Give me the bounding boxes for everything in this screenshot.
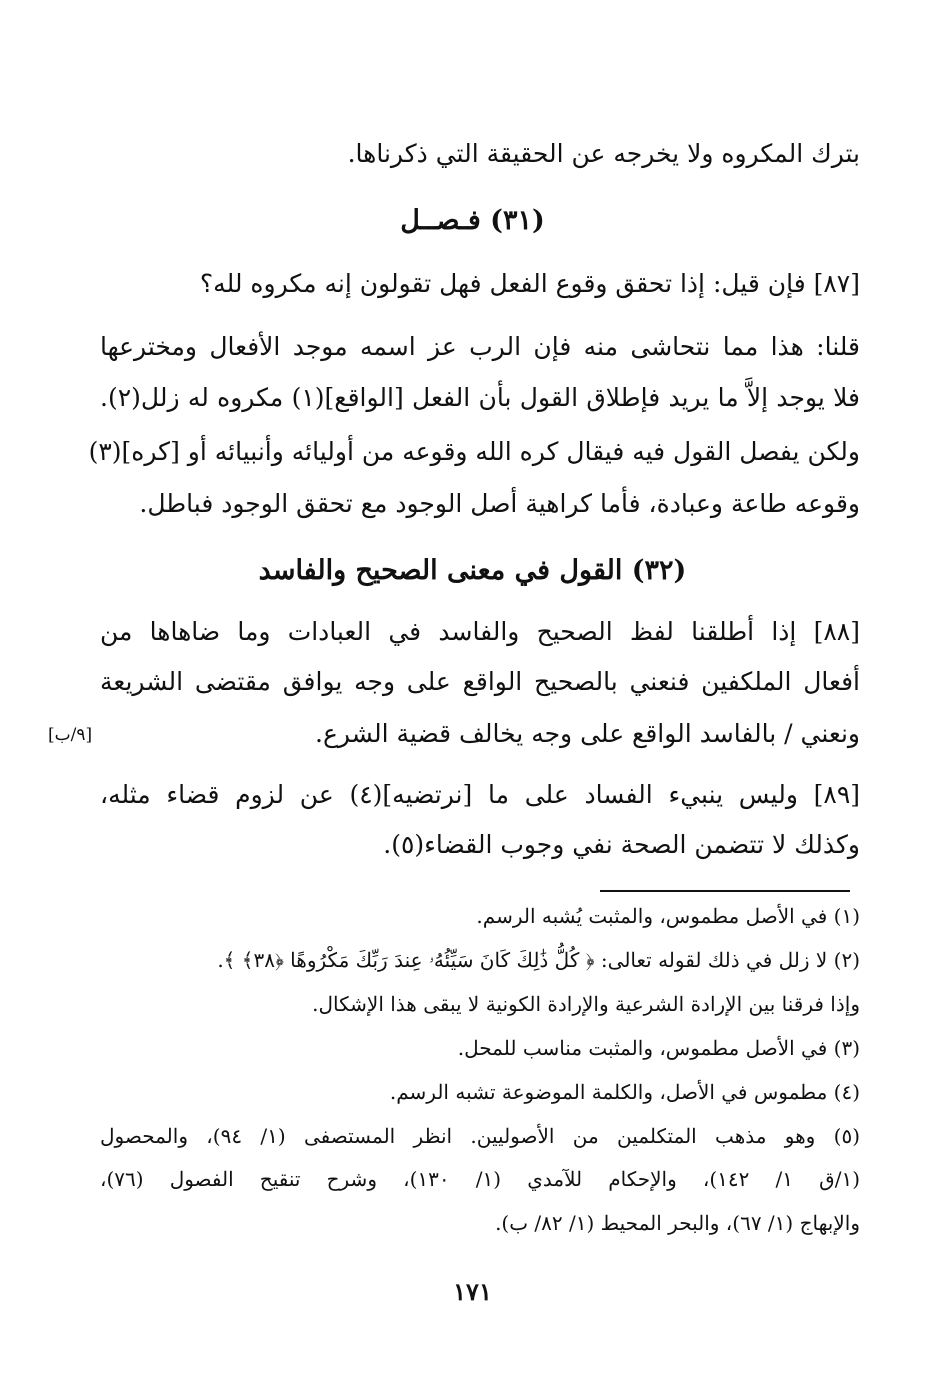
footnote-5-line-1: (٥) وهو مذهب المتكلمين من الأصوليين. انظر المستصفى (١/ ٩٤)، والمحصول bbox=[100, 1124, 860, 1148]
footnote-separator bbox=[600, 890, 850, 892]
para-89-line-1: [٨٩] وليس ينبيء الفساد على ما [نرتضيه](٤) عن لزوم قضاء مثله، bbox=[100, 780, 861, 809]
para-87-line-1: [٨٧] فإن قيل: إذا تحقق وقوع الفعل فهل تقولون إنه مكروه لله؟ bbox=[199, 269, 860, 298]
footnote-2: (٢) لا زلل في ذلك لقوله تعالى: ﴿ كُلُّ ذَٰلِكَ كَانَ سَيِّئُهُۥ عِندَ رَبِّكَ مَكْرُوهًا ﴿٣٨﴾ ﴾. bbox=[217, 948, 860, 972]
para-88-line-3: ونعني / بالفاسد الواقع على وجه يخالف قضية الشرع. bbox=[315, 719, 860, 748]
section-32-heading: (٣٢) القول في معنى الصحيح والفاسد bbox=[258, 555, 687, 586]
section-31-heading: (٣١) فـصــل bbox=[400, 205, 545, 236]
answer-line-3: ولكن يفصل القول فيه فيقال كره الله وقوعه من أوليائه وأنبيائه أو [كره](٣) bbox=[88, 437, 860, 466]
footnote-1: (١) في الأصل مطموس، والمثبت يُشبه الرسم. bbox=[476, 904, 860, 928]
para-88-line-2: أفعال الملكفين فنعني بالصحيح الواقع على وجه يوافق مقتضى الشريعة bbox=[100, 667, 860, 696]
footnote-5-line-2: (١/ق ١/ ١٤٢)، والإحكام للآمدي (١/ ١٣٠)، وشرح تنقيح الفصول (٧٦)، bbox=[100, 1167, 860, 1191]
para-89-line-2: وكذلك لا تتضمن الصحة نفي وجوب القضاء(٥). bbox=[383, 830, 860, 859]
para-88-line-1: [٨٨] إذا أطلقنا لفظ الصحيح والفاسد في العبادات وما ضاهاها من bbox=[100, 617, 860, 646]
answer-line-4: وقوعه طاعة وعبادة، فأما كراهية أصل الوجود مع تحقق الوجود فباطل. bbox=[139, 489, 860, 518]
margin-folio-note: [٩/ب] bbox=[48, 725, 93, 745]
intro-line: بترك المكروه ولا يخرجه عن الحقيقة التي ذكرناها. bbox=[347, 139, 860, 168]
footnote-2-continuation: وإذا فرقنا بين الإرادة الشرعية والإرادة الكونية لا يبقى هذا الإشكال. bbox=[312, 992, 860, 1016]
answer-line-1: قلنا: هذا مما نتحاشى منه فإن الرب عز اسمه موجد الأفعال ومخترعها bbox=[100, 332, 860, 361]
answer-line-2: فلا يوجد إلاَّ ما يريد فإطلاق القول بأن الفعل [الواقع](١) مكروه له زلل(٢). bbox=[100, 383, 861, 412]
page-number: ١٧١ bbox=[453, 1277, 492, 1306]
footnote-5-line-3: والإبهاج (١/ ٦٧)، والبحر المحيط (١/ ٨٢/ ب). bbox=[495, 1211, 860, 1235]
footnote-3: (٣) في الأصل مطموس، والمثبت مناسب للمحل. bbox=[457, 1036, 860, 1060]
footnote-4: (٤) مطموس في الأصل، والكلمة الموضوعة تشبه الرسم. bbox=[389, 1080, 860, 1104]
